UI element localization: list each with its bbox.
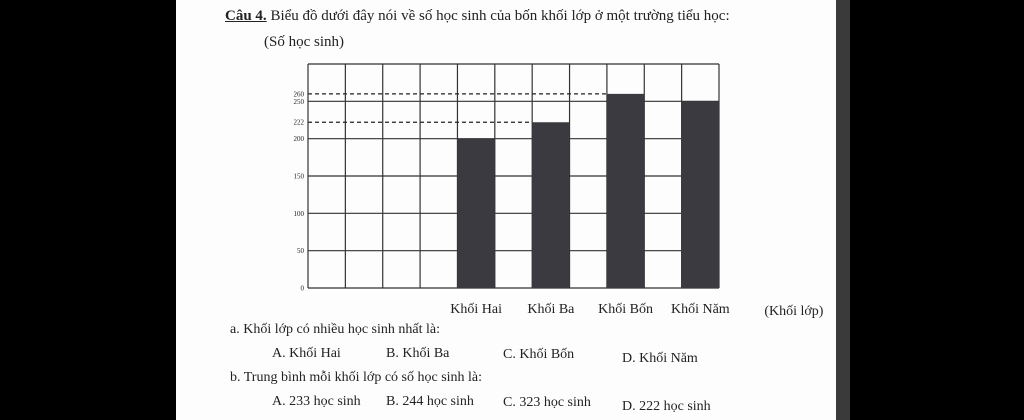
option-a-d[interactable]: D. Khối Năm [622,351,698,366]
y-tick-label: 50 [297,247,304,256]
x-category-label: Khối Hai [450,302,502,317]
y-tick-label: 222 [293,118,304,127]
y-tick-label: 200 [293,135,304,144]
chart-x-labels [450,302,823,319]
bar-3 [607,94,644,288]
bar-chart [176,0,836,330]
scan-edge [836,0,850,420]
chart-y-ticks [294,90,305,292]
option-a-a[interactable]: A. Khối Hai [272,346,341,361]
bar-1 [457,139,494,288]
question-number: Câu 4. [225,8,267,24]
y-tick-label: 260 [293,90,304,99]
option-b-d[interactable]: D. 222 học sinh [622,399,711,414]
bar-2 [532,122,569,288]
option-b-b[interactable]: B. 244 học sinh [386,394,474,409]
x-category-label: Khối Ba [527,302,575,317]
subquestion-b-label: b. Trung bình mỗi khối lớp có số học sinh là: [230,370,483,385]
option-a-c[interactable]: C. Khối Bốn [503,347,575,362]
y-tick-label: 250 [293,97,304,106]
worksheet-page [176,0,836,420]
subquestion-a-label: a. Khối lớp có nhiều học sinh nhất là: [230,322,440,337]
y-tick-label: 150 [293,172,304,181]
x-axis-unit-label: (Khối lớp) [764,304,824,319]
option-b-a[interactable]: A. 233 học sinh [272,394,361,409]
x-category-label: Khối Bốn [598,302,654,317]
bar-4 [682,101,719,288]
chart-grid [308,64,719,288]
question-text: Biểu đồ dưới đây nói về số học sinh của bốn khối lớp ở một trường tiểu học: [266,8,730,24]
y-tick-label: 100 [293,209,304,218]
chart-bars [457,94,719,288]
option-a-b[interactable]: B. Khối Ba [386,346,450,361]
y-axis-unit-label: (Số học sinh) [264,34,344,50]
y-tick-label: 0 [300,284,304,293]
option-b-c[interactable]: C. 323 học sinh [503,395,591,410]
x-category-label: Khối Năm [670,302,730,317]
